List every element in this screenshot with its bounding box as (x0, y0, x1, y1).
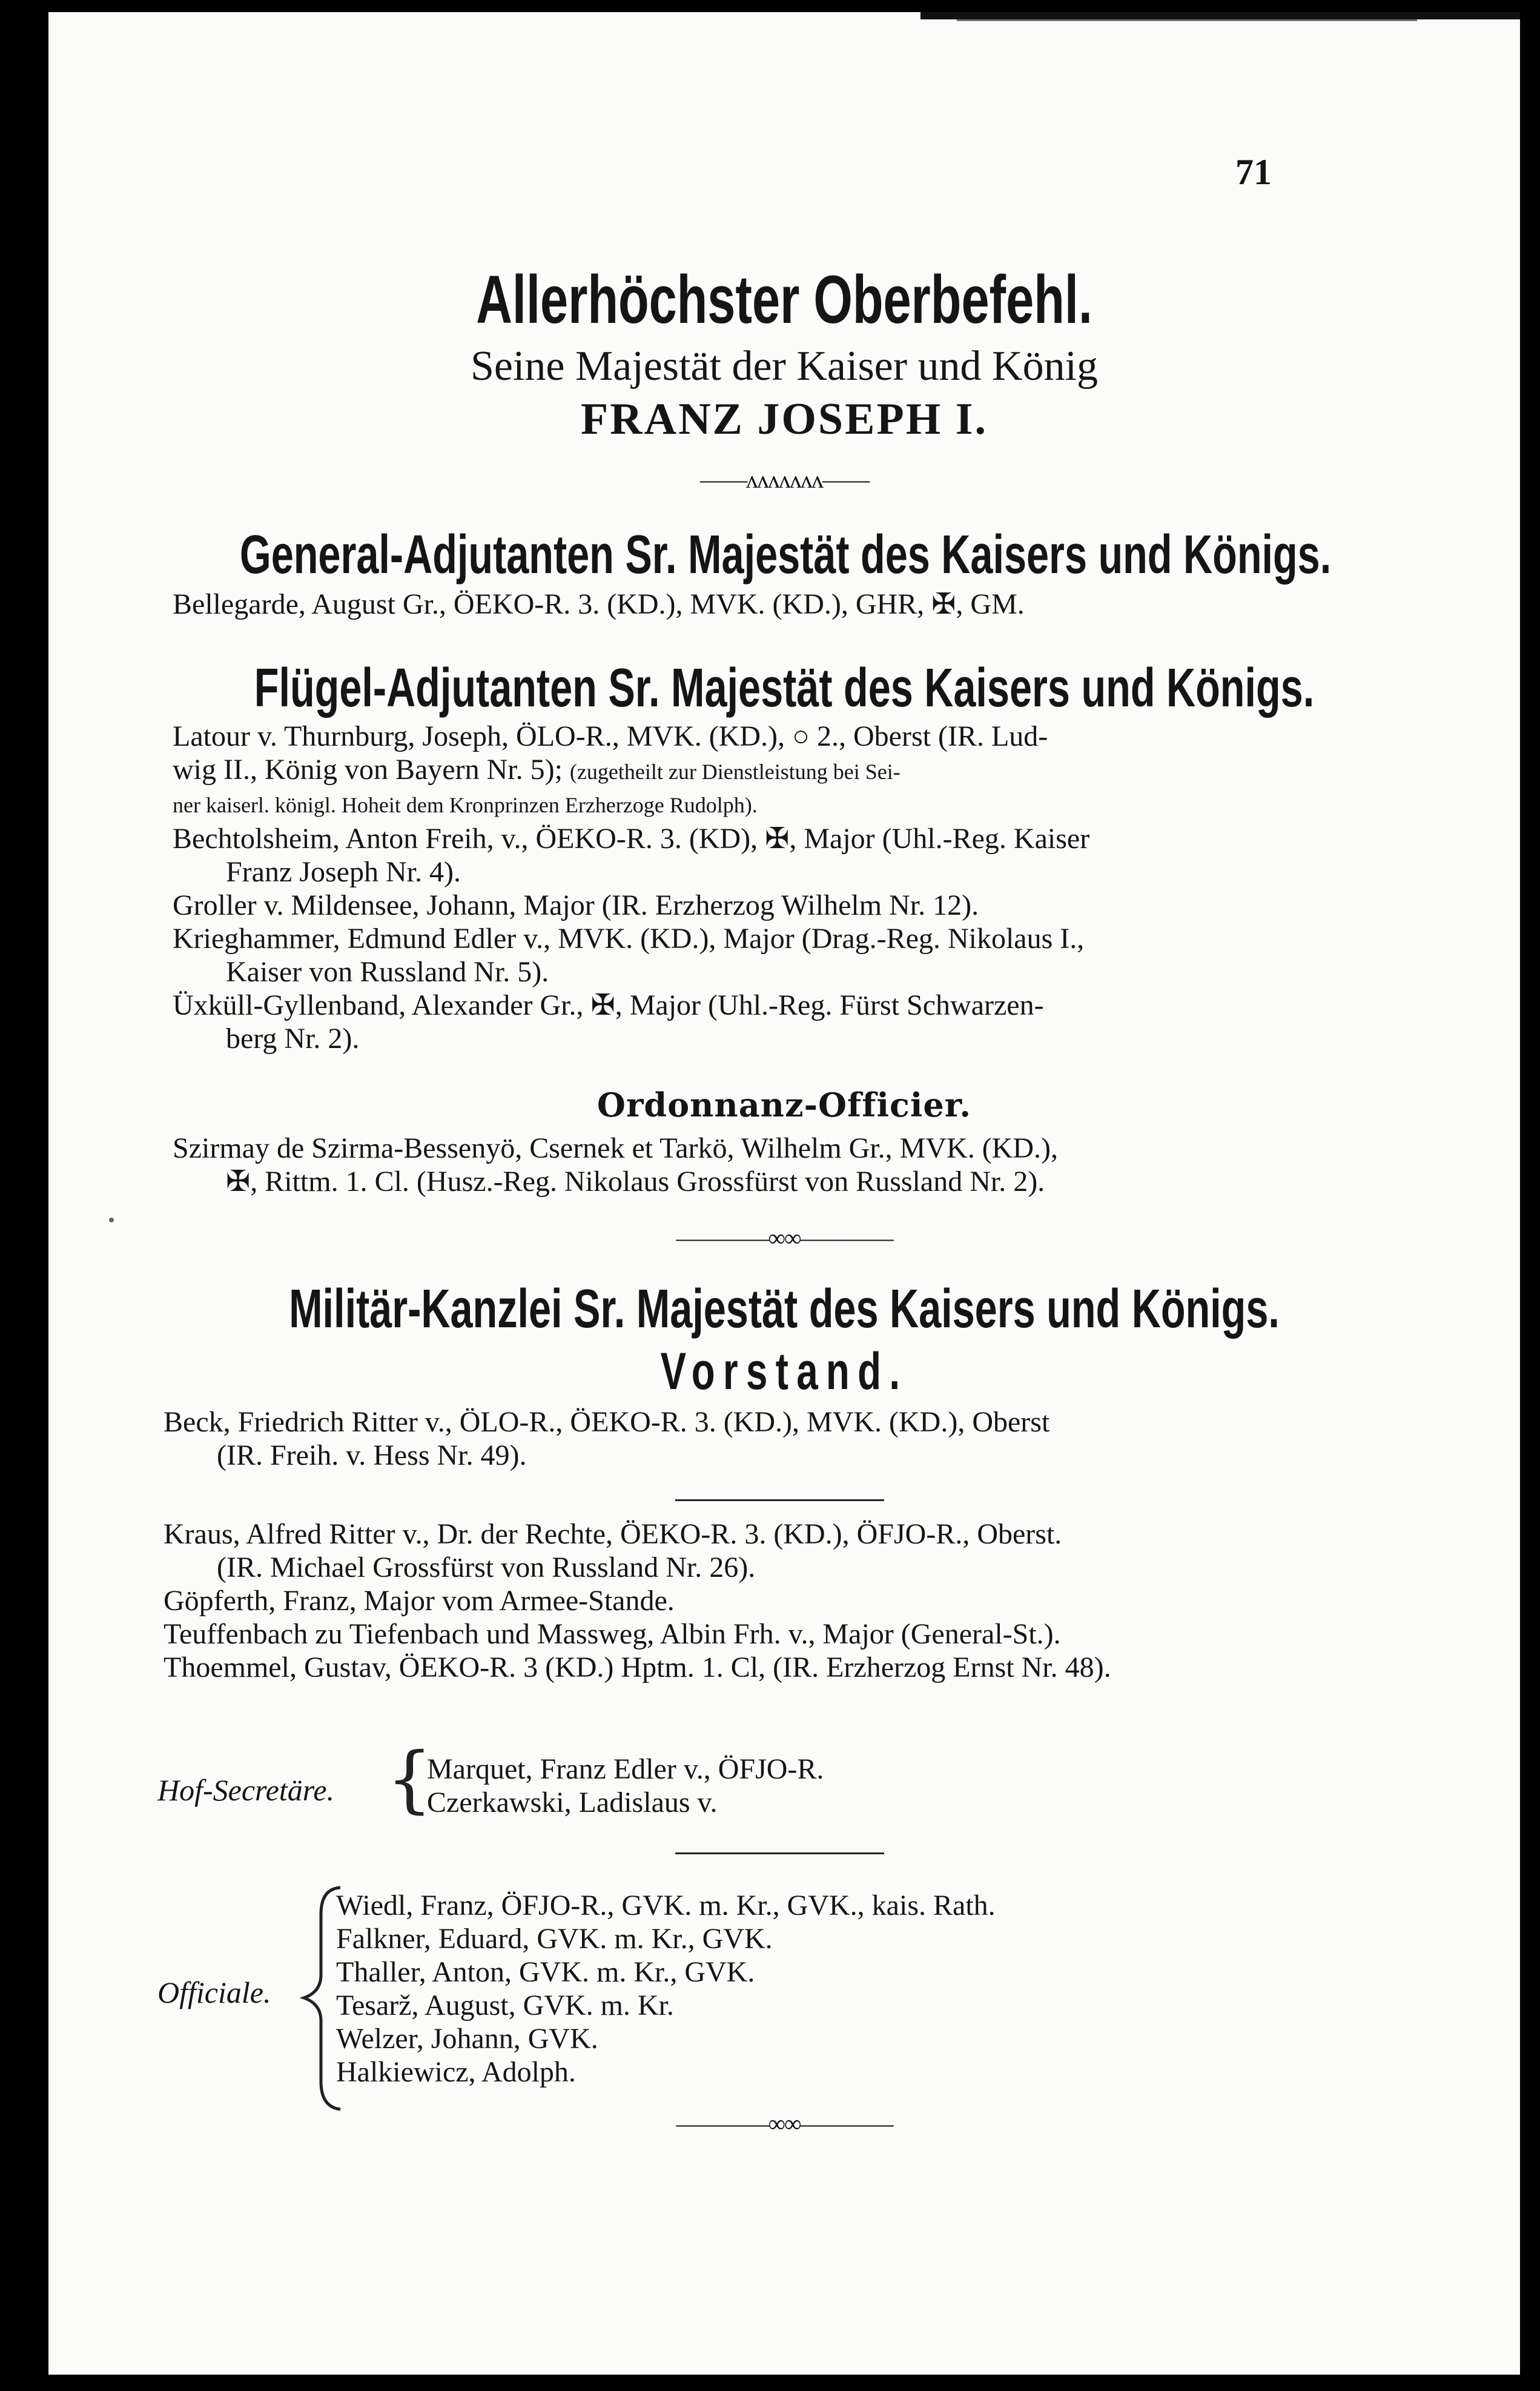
entry-line: Czerkawski, Ladislaus v. (427, 1786, 718, 1819)
book-page (48, 12, 1520, 2375)
entry-line: Welzer, Johann, GVK. (336, 2023, 598, 2055)
ordonnanz-heading: Ordonnanz-Officier. (597, 1086, 972, 1124)
vorstand-heading: Vorstand. (660, 1342, 908, 1401)
scan-speck (109, 1218, 114, 1222)
knot-ornament: ————∞∞———— (676, 2110, 893, 2137)
entry-line: Wiedl, Franz, ÖFJO-R., GVK. m. Kr., GVK., kais. Rath. (336, 1889, 996, 1922)
entry-line: Bechtolsheim, Anton Freih, v., ÖEKO-R. 3. (KD), ✠, Major (Uhl.-Reg. Kaiser (173, 823, 1090, 855)
kanzlei-staff-list (164, 1517, 1111, 1684)
scan-edge-line (920, 12, 1520, 19)
entry-line: Beck, Friedrich Ritter v., ÖLO-R., ÖEKO-R. 3. (KD.), MVK. (KD.), Oberst (164, 1406, 1050, 1438)
entry-line: Tesarž, August, GVK. m. Kr. (336, 1989, 674, 2021)
officiale-label: Officiale. (157, 1975, 271, 2009)
page-title: Allerhöchster Oberbefehl. (476, 262, 1092, 337)
entry-line: ner kaiserl. königl. Hoheit dem Kronprinzen Erzherzoge Rudolph). (173, 793, 758, 817)
section-rule (675, 1852, 884, 1854)
entry-line: Szirmay de Szirma-Bessenyö, Csernek et Tarkö, Wilhelm Gr., MVK. (KD.), (173, 1132, 1058, 1164)
emperor-name: FRANZ JOSEPH I. (580, 394, 988, 444)
officiale-list (336, 1889, 996, 2089)
entry-line: Teuffenbach zu Tiefenbach und Massweg, Albin Frh. v., Major (General-St.). (164, 1618, 1061, 1650)
entry-line: Franz Joseph Nr. 4). (226, 856, 461, 888)
entry-line: (IR. Freih. v. Hess Nr. 49). (217, 1439, 527, 1471)
entry-line: Halkiewicz, Adolph. (336, 2056, 576, 2088)
page-number: 71 (1235, 152, 1272, 192)
entry-line: Groller v. Mildensee, Johann, Major (IR. Erzherzog Wilhelm Nr. 12). (173, 889, 979, 921)
entry-line: wig II., König von Bayern Nr. 5); (zugetheilt zur Dienstleistung bei Sei- (173, 754, 901, 786)
vorstand-entry (164, 1405, 1049, 1472)
entry-line: Latour v. Thurnburg, Joseph, ÖLO-R., MVK. (KD.), ○ 2., Oberst (IR. Lud- (173, 720, 1048, 752)
entry-line: Thoemmel, Gustav, ÖEKO-R. 3 (KD.) Hptm. 1. Cl, (IR. Erzherzog Ernst Nr. 48). (164, 1651, 1111, 1683)
general-adjutanten-entry: Bellegarde, August Gr., ÖEKO-R. 3. (KD.), MVK. (KD.), GHR, ✠, GM. (173, 588, 1025, 620)
curly-brace-icon: { (386, 1737, 433, 1822)
section-rule (675, 1499, 884, 1501)
page-subtitle: Seine Majestät der Kaiser und König (470, 343, 1099, 390)
entry-line: Thaller, Anton, GVK. m. Kr., GVK. (336, 1956, 755, 1988)
entry-line: Kraus, Alfred Ritter v., Dr. der Rechte, ÖEKO-R. 3. (KD.), ÖFJO-R., Oberst. (164, 1518, 1062, 1550)
entry-line: Göpferth, Franz, Major vom Armee-Stande. (164, 1585, 675, 1617)
scan-edge-shadow (957, 19, 1417, 21)
fluegel-adjutanten-heading: Flügel-Adjutanten Sr. Majestät des Kaisers und Königs. (254, 658, 1315, 718)
kanzlei-heading: Militär-Kanzlei Sr. Majestät des Kaisers und Königs. (289, 1279, 1280, 1339)
general-adjutanten-heading: General-Adjutanten Sr. Majestät des Kaisers und Königs. (239, 525, 1332, 585)
hof-secretaere-list (427, 1753, 824, 1819)
entry-line: berg Nr. 2). (226, 1023, 360, 1055)
entry-line: ✠, Rittm. 1. Cl. (Husz.-Reg. Nikolaus Grossfürst von Russland Nr. 2). (226, 1166, 1045, 1198)
entry-line: (IR. Michael Grossfürst von Russland Nr. 26). (217, 1551, 756, 1583)
wave-ornament: ——ʌʌʌʌʌʌʌ—— (700, 466, 868, 493)
hof-secretaere-label: Hof-Secretäre. (157, 1773, 335, 1807)
entry-line: Kaiser von Russland Nr. 5). (226, 956, 549, 988)
entry-line: Üxküll-Gyllenband, Alexander Gr., ✠, Major (Uhl.-Reg. Fürst Schwarzen- (173, 989, 1044, 1021)
entry-line: Falkner, Eduard, GVK. m. Kr., GVK. (336, 1923, 773, 1955)
fluegel-adjutanten-list (173, 720, 1089, 1055)
entry-line: Marquet, Franz Edler v., ÖFJO-R. (427, 1753, 824, 1785)
entry-line: Krieghammer, Edmund Edler v., MVK. (KD.), Major (Drag.-Reg. Nikolaus I., (173, 923, 1085, 955)
knot-ornament: ————∞∞———— (676, 1224, 893, 1252)
ordonnanz-entry (173, 1132, 1058, 1198)
